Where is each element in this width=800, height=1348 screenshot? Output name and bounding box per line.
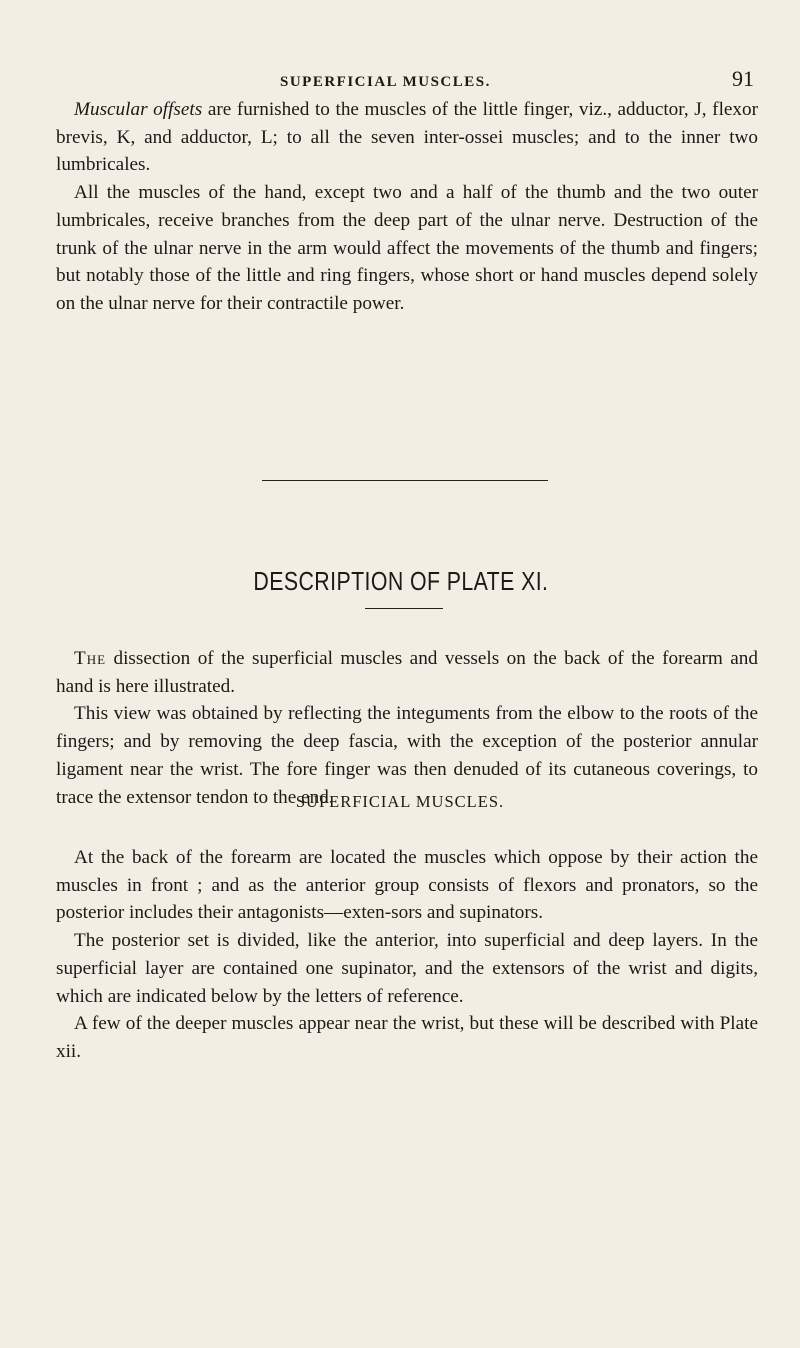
paragraph-muscular-offsets — [56, 96, 758, 179]
lead-word: The — [74, 648, 107, 669]
plate-description — [56, 645, 758, 811]
heading-underline-rule — [365, 608, 443, 609]
paragraph-text: are furnished to the muscles of the little finger, viz., adductor, J, flexor brevis, K, and adductor, L; to all the seven inter-ossei muscles; and to the inner two lumbricales. — [56, 99, 758, 176]
italic-term: Muscular offsets — [74, 99, 203, 120]
section-divider-rule — [262, 480, 548, 481]
section-heading: SUPERFICIAL MUSCLES. — [295, 792, 505, 811]
paragraph-view: This view was obtained by reflecting the integuments from the elbow to the roots of the fingers; and by removing the deep fascia, with the exception of the posterior annular ligament near the wrist. The fore finger was then denuded of its cutaneous coverings, to trace the extensor tendon to the end. — [56, 703, 758, 808]
paragraph-text: dissection of the superficial muscles and vessels on the back of the forearm and hand is here illustrated. — [56, 648, 758, 697]
top-paragraphs — [56, 96, 758, 318]
paragraph-dissection — [56, 645, 758, 700]
paragraph-ulnar-nerve: All the muscles of the hand, except two and a half of the thumb and the two outer lumbricales, receive branches from the deep part of the ulnar nerve. Destruction of the trunk of the ulnar nerve in the arm would affect the movements of the thumb and fingers; but notably those of the little and ring fingers, whose short or hand muscles depend solely on the ulnar nerve for their contractile power. — [56, 182, 758, 314]
page-number: 91 — [732, 66, 754, 91]
paragraph-posterior-set: The posterior set is divided, like the anterior, into superficial and deep layers. In the superficial layer are contained one supinator, and the extensors of the wrist and digits, which are indicated below by the letters of reference. — [56, 930, 758, 1007]
paragraph-back-of-forearm: At the back of the forearm are located the muscles which oppose by their action the muscles in front ; and as the anterior group consists of flexors and pronators, so the posterior includes their antagonists—exten-sors and supinators. — [56, 847, 758, 924]
running-head: SUPERFICIAL MUSCLES. — [280, 74, 491, 90]
plate-heading: DESCRIPTION OF PLATE XI. — [253, 566, 549, 596]
section-paragraphs — [56, 844, 758, 1066]
paragraph-deeper-muscles: A few of the deeper muscles appear near the wrist, but these will be described with Plate xii. — [56, 1013, 758, 1062]
